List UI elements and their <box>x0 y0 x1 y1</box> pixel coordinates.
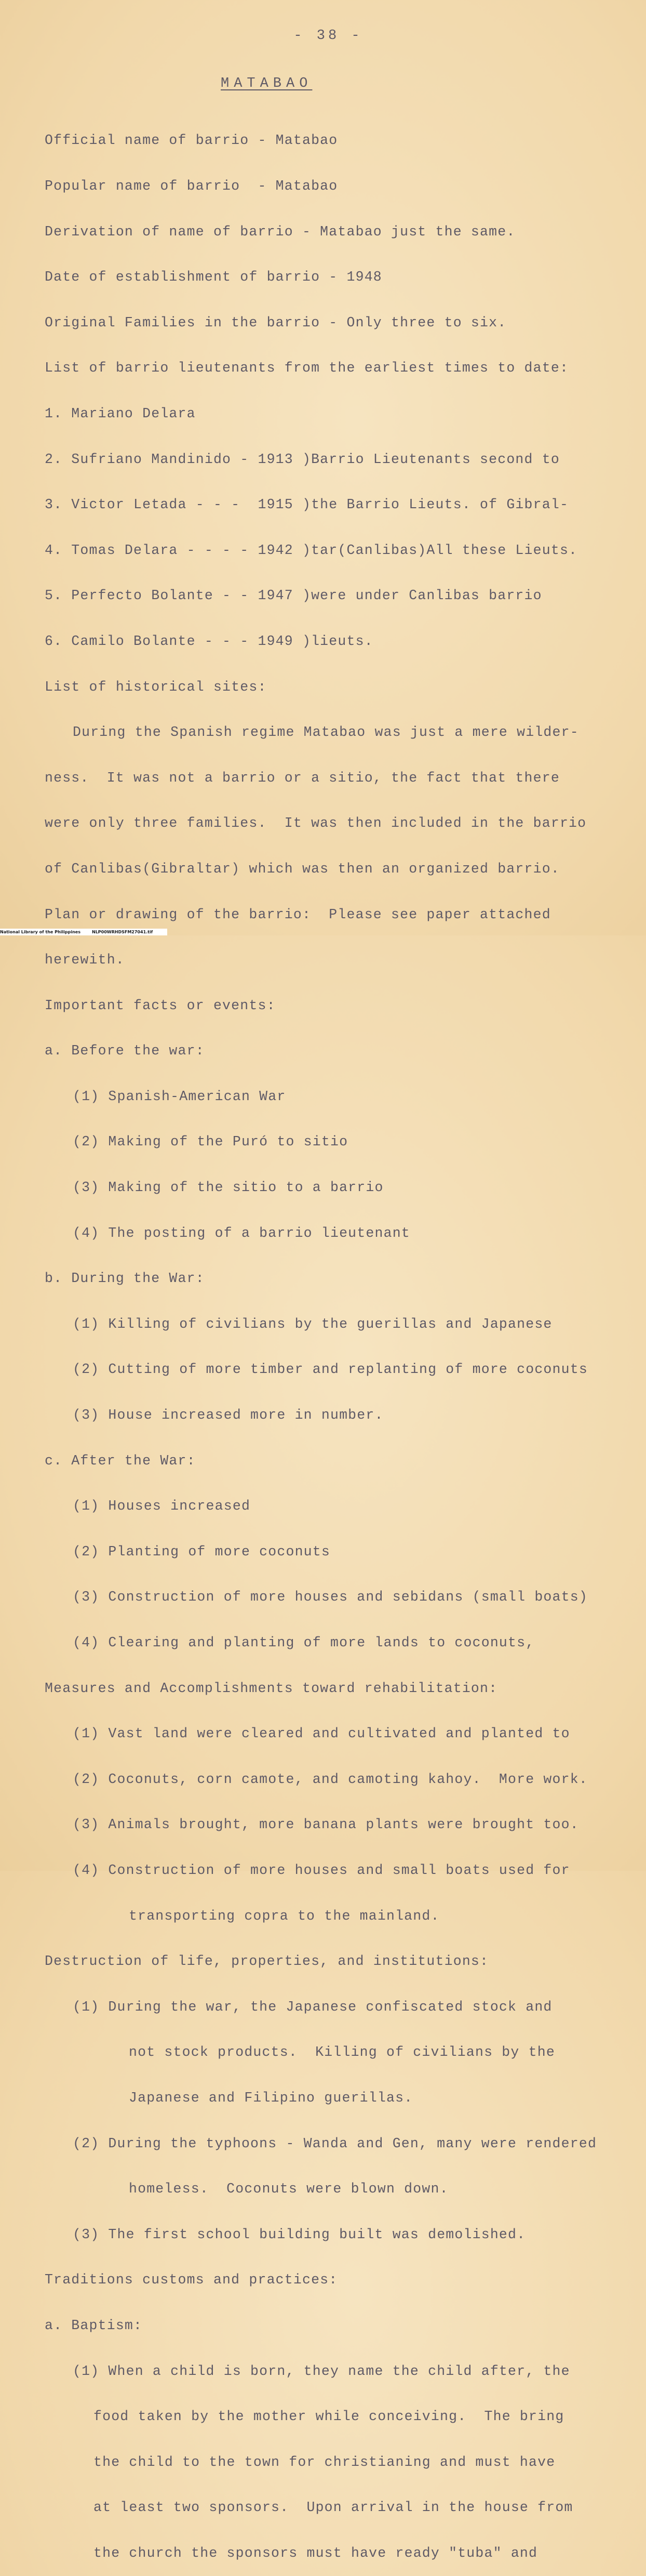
text-line: herewith. <box>45 952 125 968</box>
text-line: a. Baptism: <box>45 2317 143 2333</box>
text-line: 2. Sufriano Mandinido - 1913 )Barrio Lieutenants second to <box>45 451 560 467</box>
file-name: NLP00WRHDSFM27041.tif <box>92 930 153 934</box>
text-line: (3) House increased more in number. <box>73 1407 384 1423</box>
text-line: (2) Planting of more coconuts <box>73 1543 330 1560</box>
text-line: Measures and Accomplishments toward rehabilitation: <box>45 1680 498 1696</box>
text-line: were only three families. It was then included in the barrio <box>45 815 587 831</box>
text-line: a. Before the war: <box>45 1043 205 1059</box>
text-line: Official name of barrio - Matabao <box>45 133 338 149</box>
text-line: During the Spanish regime Matabao was just a mere wilder- <box>73 724 579 741</box>
text-line: (3) Making of the sitio to a barrio <box>73 1180 384 1196</box>
text-line: Important facts or events: <box>45 997 276 1013</box>
text-line: Japanese and Filipino guerillas. <box>129 2090 413 2106</box>
text-line: List of historical sites: <box>45 679 267 695</box>
text-line: (3) Construction of more houses and sebidans (small boats) <box>73 1589 588 1605</box>
text-line: at least two sponsors. Upon arrival in the house from <box>93 2500 573 2516</box>
text-line: 4. Tomas Delara - - - - 1942 )tar(Canlibas)All these Lieuts. <box>45 542 578 558</box>
text-line: 1. Mariano Delara <box>45 405 196 421</box>
text-line: ness. It was not a barrio or a sitio, the fact that there <box>45 770 560 786</box>
text-line: List of barrio lieutenants from the earliest times to date: <box>45 360 569 376</box>
text-line: (1) Houses increased <box>73 1498 251 1514</box>
text-line: (1) Spanish-American War <box>73 1088 286 1104</box>
text-line: (1) Killing of civilians by the guerillas and Japanese <box>73 1316 553 1332</box>
text-line: (1) Vast land were cleared and cultivated and planted to <box>73 1726 570 1742</box>
page-number: - 38 - <box>293 28 363 44</box>
text-line: Destruction of life, properties, and institutions: <box>45 1953 489 1970</box>
text-line: 6. Camilo Bolante - - - 1949 )lieuts. <box>45 633 373 649</box>
text-line: (2) Making of the Puró to sitio <box>73 1134 348 1150</box>
text-line: (4) The posting of a barrio lieutenant <box>73 1225 410 1241</box>
text-line: (3) The first school building built was demolished. <box>73 2226 526 2242</box>
text-line: (2) Coconuts, corn camote, and camoting kahoy. More work. <box>73 1771 588 1787</box>
text-line: c. After the War: <box>45 1452 196 1469</box>
text-line: of Canlibas(Gibraltar) which was then an organized barrio. <box>45 861 560 877</box>
text-line: (1) During the war, the Japanese confiscated stock and <box>73 1999 553 2015</box>
text-line: Original Families in the barrio - Only three to six. <box>45 314 507 331</box>
text-line: (4) Construction of more houses and small boats used for <box>73 1862 570 1878</box>
scan-footer <box>0 929 167 935</box>
text-line: (4) Clearing and planting of more lands to coconuts, <box>73 1635 535 1650</box>
text-line: 5. Perfecto Bolante - - 1947 )were under Canlibas barrio <box>45 588 542 604</box>
text-line: b. During the War: <box>45 1271 205 1287</box>
text-line: Popular name of barrio - Matabao <box>45 178 338 194</box>
text-line: transporting copra to the mainland. <box>129 1908 440 1924</box>
text-line: (2) During the typhoons - Wanda and Gen, many were rendered <box>73 2135 597 2151</box>
text-line: 3. Victor Letada - - - 1915 )the Barrio Lieuts. of Gibral- <box>45 497 569 513</box>
text-line: Traditions customs and practices: <box>45 2272 338 2288</box>
text-line: Date of establishment of barrio - 1948 <box>45 269 382 285</box>
document-body <box>45 103 626 2576</box>
text-line: Plan or drawing of the barrio: Please see paper attached <box>45 906 551 922</box>
text-line: (1) When a child is born, they name the child after, the <box>73 2363 570 2379</box>
document-title: MATABAO <box>221 76 313 91</box>
text-line: (3) Animals brought, more banana plants were brought too. <box>73 1817 579 1833</box>
text-line: Derivation of name of barrio - Matabao just the same. <box>45 223 516 240</box>
text-line: the church the sponsors must have ready "tuba" and <box>93 2545 538 2561</box>
text-line: not stock products. Killing of civilians by the <box>129 2044 555 2060</box>
text-line: (2) Cutting of more timber and replanting of more coconuts <box>73 1362 588 1378</box>
text-line: food taken by the mother while conceiving. The bring <box>93 2409 564 2425</box>
text-line: homeless. Coconuts were blown down. <box>129 2181 449 2197</box>
library-name: National Library of the Philippines <box>0 930 80 934</box>
text-line: the child to the town for christianing and must have <box>93 2454 556 2470</box>
